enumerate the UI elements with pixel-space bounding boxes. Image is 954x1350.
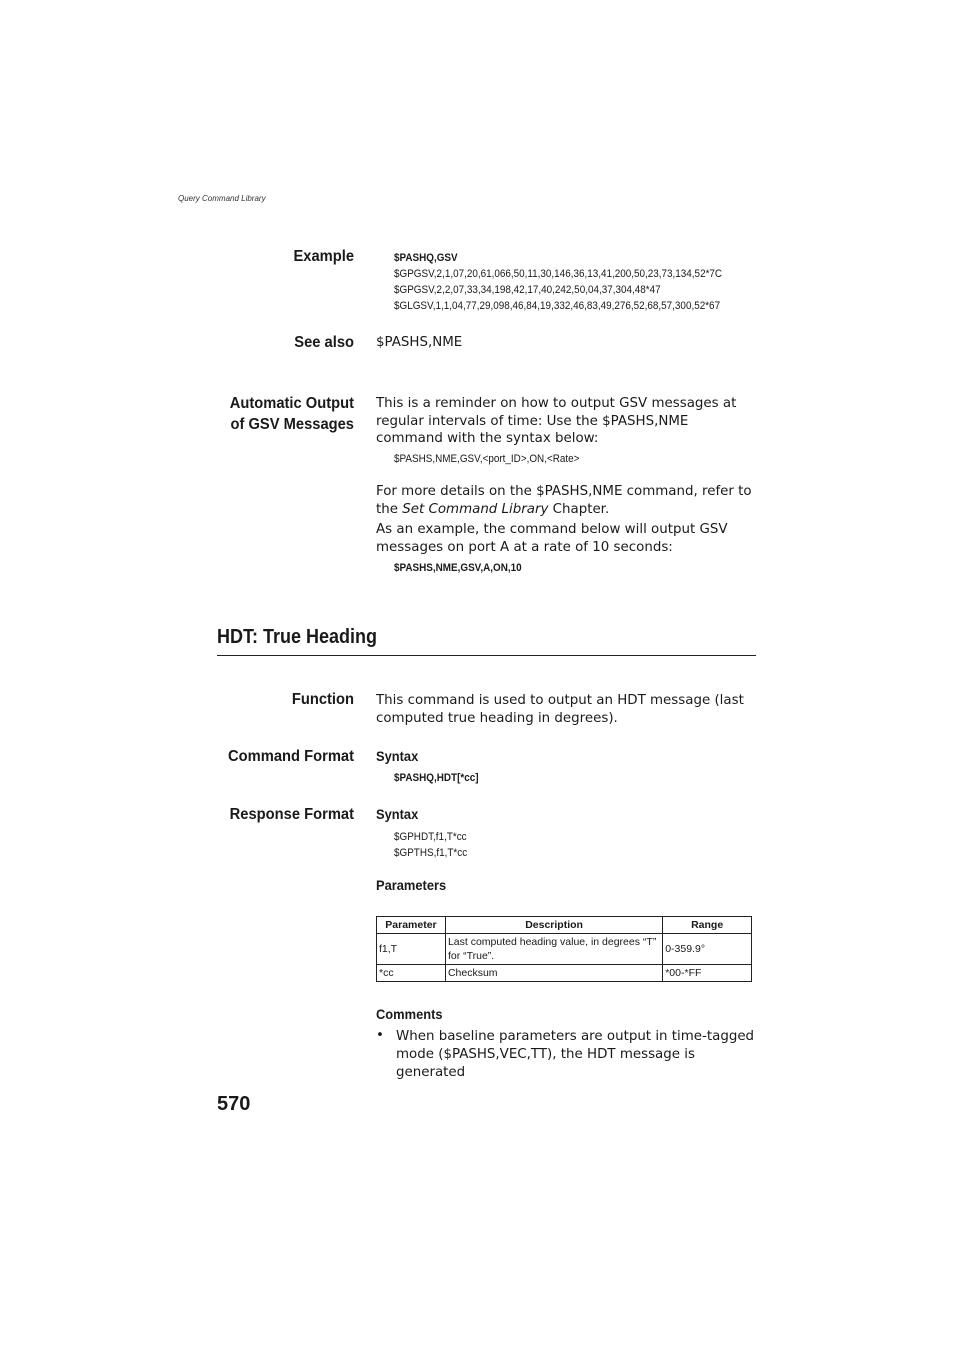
table-cell: Checksum xyxy=(445,965,662,982)
page-number: 570 xyxy=(217,1093,251,1115)
table-cell: *00-*FF xyxy=(663,965,752,982)
table-row xyxy=(377,934,752,965)
reference-text-end: Chapter. xyxy=(548,501,610,517)
response-syntax-heading: Syntax xyxy=(376,806,419,822)
auto-output-syntax: $PASHS,NME,GSV,<port_ID>,ON,<Rate> xyxy=(394,453,580,465)
table-cell: f1,T xyxy=(377,934,446,965)
example-label: Example xyxy=(293,248,354,265)
parameters-table xyxy=(376,916,752,982)
example-response-line: $GLGSV,1,1,04,77,29,098,46,84,19,332,46,83,49,276,52,68,57,300,52*67 xyxy=(394,300,721,312)
reference-text: For more details on the $PASHS,NME command, refer to the xyxy=(376,484,752,517)
response-format-label: Response Format xyxy=(229,806,354,823)
example-response-line: $GPGSV,2,1,07,20,61,066,50,11,30,146,36,13,41,200,50,23,73,134,52*7C xyxy=(394,268,723,280)
auto-output-example-paragraph: As an example, the command below will output GSV messages on port A at a rate of 10 seconds: xyxy=(376,522,728,555)
auto-output-label-line1: Automatic Output xyxy=(229,395,354,412)
running-head: Query Command Library xyxy=(178,194,266,203)
auto-output-label-line2: of GSV Messages xyxy=(230,416,354,433)
auto-output-reference xyxy=(376,483,756,518)
bullet-icon: • xyxy=(376,1028,384,1043)
comment-bullet-text: When baseline parameters are output in time-tagged mode ($PASHS,VEC,TT), the HDT message is generated xyxy=(396,1029,755,1080)
auto-output-example-command: $PASHS,NME,GSV,A,ON,10 xyxy=(394,562,522,574)
comments-heading: Comments xyxy=(376,1006,443,1022)
table-cell: Last computed heading value, in degrees “T” for “True”. xyxy=(445,934,662,965)
command-syntax-heading: Syntax xyxy=(376,748,419,764)
table-cell: *cc xyxy=(377,965,446,982)
see-also-link[interactable]: $PASHS,NME xyxy=(376,335,463,350)
reference-chapter: Set Command Library xyxy=(402,501,549,517)
command-format-label: Command Format xyxy=(228,748,354,765)
function-description: This command is used to output an HDT message (last computed true heading in degrees). xyxy=(376,693,744,726)
command-syntax: $PASHQ,HDT[*cc] xyxy=(394,772,479,784)
section-title: HDT: True Heading xyxy=(217,626,378,648)
table-header-row xyxy=(377,917,752,934)
function-label: Function xyxy=(291,691,354,708)
column-header: Description xyxy=(445,917,662,934)
section-divider xyxy=(217,655,756,656)
table-cell: 0-359.9° xyxy=(663,934,752,965)
see-also-label: See also xyxy=(294,334,354,351)
column-header: Range xyxy=(663,917,752,934)
column-header: Parameter xyxy=(377,917,446,934)
auto-output-label xyxy=(152,393,354,435)
response-syntax-line: $GPTHS,f1,T*cc xyxy=(394,847,468,859)
response-syntax-line: $GPHDT,f1,T*cc xyxy=(394,831,467,843)
example-response-line: $GPGSV,2,2,07,33,34,198,42,17,40,242,50,04,37,304,48*47 xyxy=(394,284,661,296)
auto-output-paragraph: This is a reminder on how to output GSV messages at regular intervals of time: Use the $PASHS,NME command with the syntax below: xyxy=(376,396,737,446)
example-command: $PASHQ,GSV xyxy=(394,252,458,264)
table-row xyxy=(377,965,752,982)
parameters-heading: Parameters xyxy=(376,877,447,893)
